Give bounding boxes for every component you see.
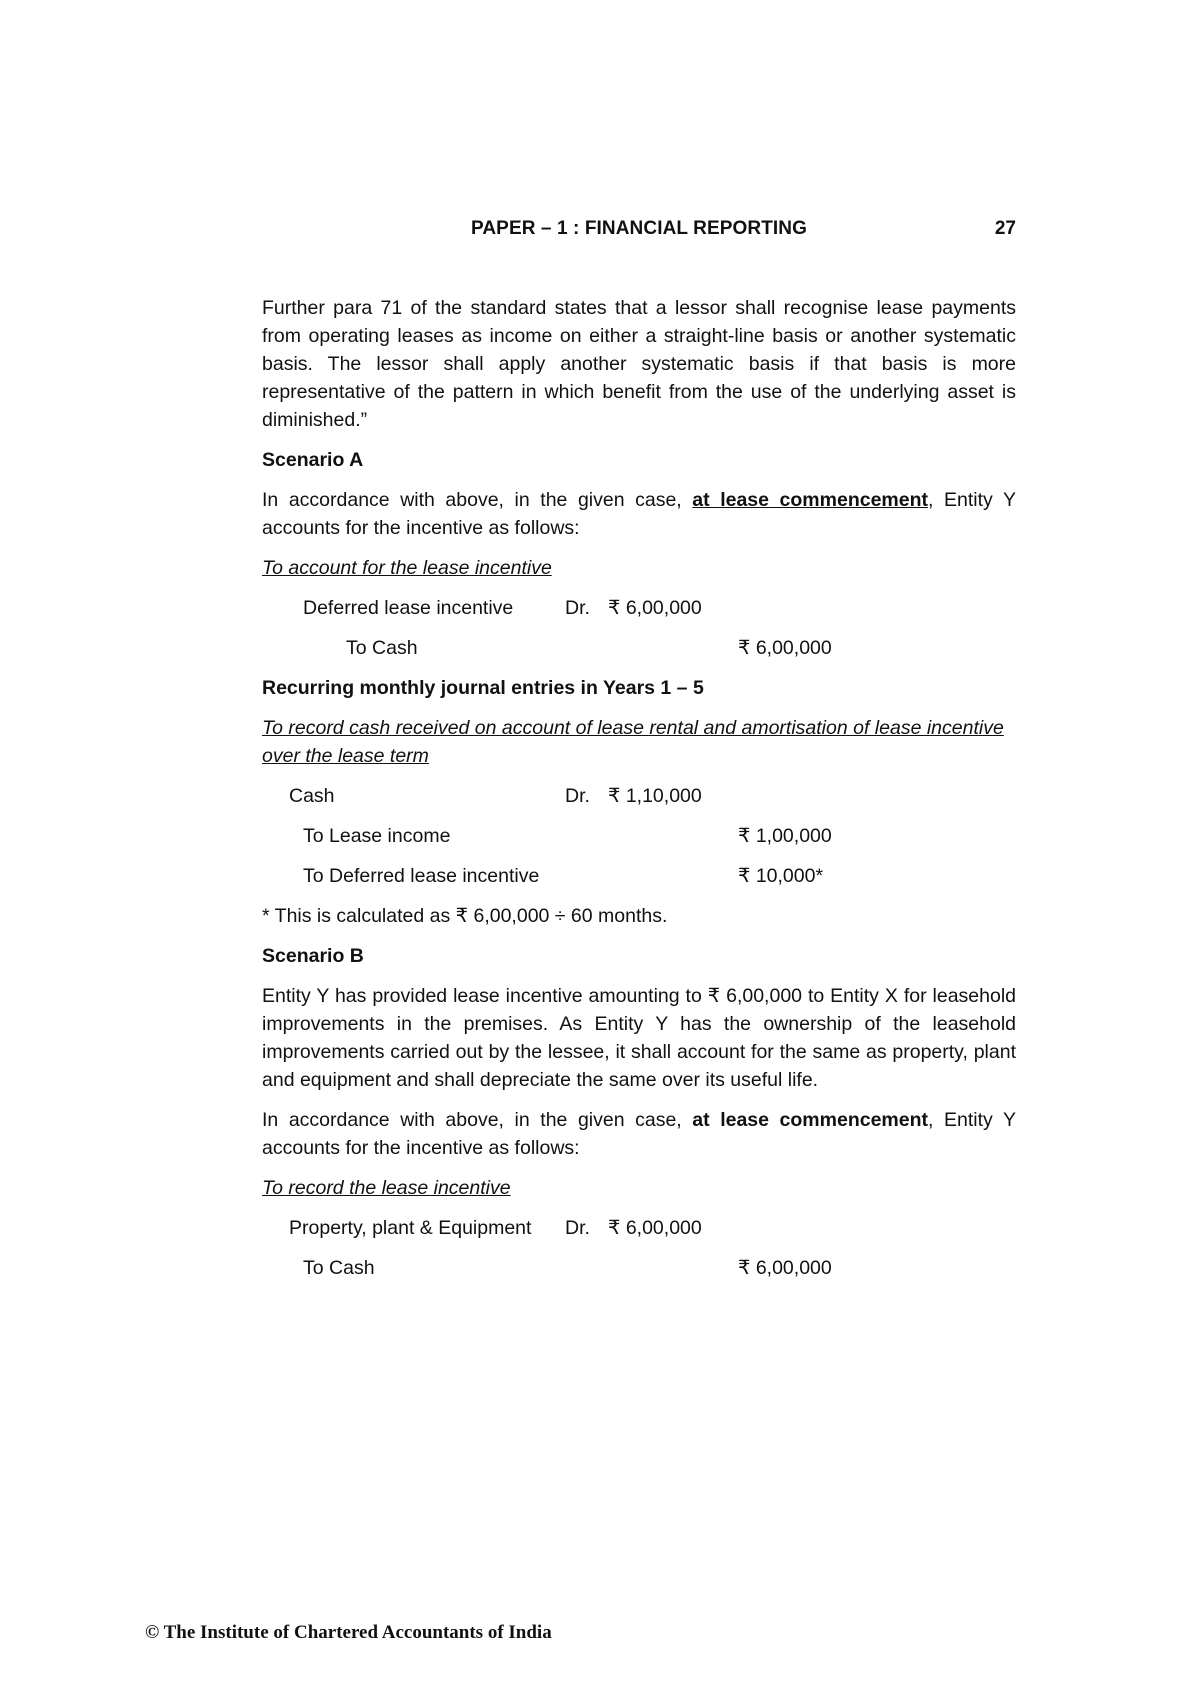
entry-account: Deferred lease incentive xyxy=(303,597,514,619)
recurring-heading: Recurring monthly journal entries in Years 1 – 5 xyxy=(262,677,704,699)
paper-title: PAPER – 1 : FINANCIAL REPORTING xyxy=(471,218,807,239)
entry-credit: ₹ 10,000* xyxy=(738,865,824,887)
scenario-a-intro-emphasis: at lease commencement xyxy=(692,489,929,511)
journal-entry-row xyxy=(262,1214,1016,1242)
entry-debit: ₹ 6,00,000 xyxy=(608,597,702,619)
footnote: * This is calculated as ₹ 6,00,000 ÷ 60 months. xyxy=(262,905,668,927)
entry-debit: ₹ 6,00,000 xyxy=(608,1217,702,1239)
page-number: 27 xyxy=(994,218,1016,239)
journal-entry-row xyxy=(262,822,1016,850)
scenario-a-intro-after: , Entity Y accounts for the incentive as follows: xyxy=(262,489,1016,539)
scenario-b-para: Entity Y has provided lease incentive amounting to ₹ 6,00,000 to Entity X for leasehold improvements in the premises. As Entity Y has the ownership of the leasehold improvements carried out by the lessee, it shall account for the same as property, plant and equipment and shall depreciate the same over its useful life. xyxy=(262,985,1016,1091)
journal-entry-row xyxy=(262,1254,1016,1282)
entry-credit: ₹ 6,00,000 xyxy=(738,1257,832,1279)
scenario-b-heading: Scenario B xyxy=(262,945,364,967)
copyright-footer: © The Institute of Chartered Accountants of India xyxy=(145,1622,552,1643)
scenario-b-entry-title: To record the lease incentive xyxy=(262,1177,511,1199)
entry-account: To Cash xyxy=(303,1257,375,1279)
entry-account: Cash xyxy=(289,785,335,807)
scenario-a-entry-title: To account for the lease incentive xyxy=(262,557,552,579)
journal-entry-row xyxy=(262,862,1016,890)
entry-credit: ₹ 6,00,000 xyxy=(738,637,832,659)
entry-dr: Dr. xyxy=(565,1217,590,1239)
entry-dr: Dr. xyxy=(565,785,590,807)
entry-account: To Deferred lease incentive xyxy=(303,865,540,887)
para-71-text: Further para 71 of the standard states that a lessor shall recognise lease payments from operating leases as income on either a straight-line basis or another systematic basis. The lessor shall apply another systematic basis if that basis is more representative of the pattern in which benefit from the use of the underlying asset is diminished.” xyxy=(262,297,1016,431)
scenario-b-intro xyxy=(262,1106,1016,1162)
scenario-b-intro-after: , Entity Y accounts for the incentive as follows: xyxy=(262,1109,1016,1159)
entry-credit: ₹ 1,00,000 xyxy=(738,825,832,847)
entry-account: Property, plant & Equipment xyxy=(289,1217,532,1239)
scenario-b-intro-emphasis: at lease commencement xyxy=(692,1109,929,1131)
entry-dr: Dr. xyxy=(565,597,590,619)
journal-entry-row xyxy=(262,782,1016,810)
scenario-a-intro-before: In accordance with above, in the given case, xyxy=(262,489,693,511)
main-content xyxy=(262,294,1016,1294)
journal-entry-row xyxy=(262,634,1016,662)
scenario-a-intro xyxy=(262,486,1016,542)
recurring-entry-title: To record cash received on account of lease rental and amortisation of lease incentive over the lease term xyxy=(262,717,1004,767)
page-header xyxy=(262,218,1016,246)
scenario-b-intro-before: In accordance with above, in the given case, xyxy=(262,1109,693,1131)
entry-account: To Lease income xyxy=(303,825,451,847)
entry-debit: ₹ 1,10,000 xyxy=(608,785,702,807)
journal-entry-row xyxy=(262,594,1016,622)
scenario-a-heading: Scenario A xyxy=(262,449,364,471)
entry-account: To Cash xyxy=(346,637,418,659)
